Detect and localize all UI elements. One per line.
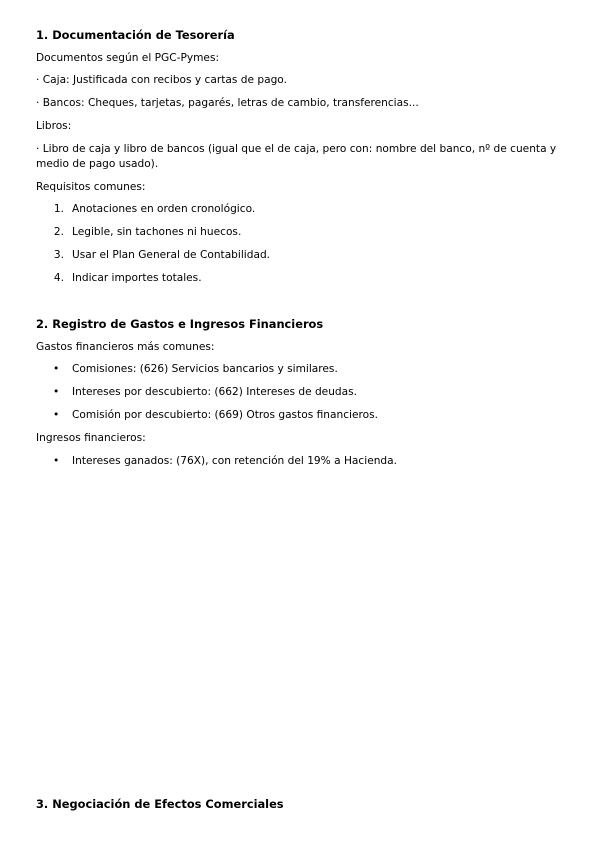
libros-label: Libros: (36, 120, 72, 132)
requisitos-label: Requisitos comunes: (36, 181, 146, 193)
ingresos-label: Ingresos financieros: (36, 432, 146, 444)
list-item-text: Anotaciones en orden cronológico. (72, 203, 256, 215)
list-item-text: Comisión por descubierto: (669) Otros gastos financieros. (72, 409, 378, 421)
list-item-text: Indicar importes totales. (72, 272, 202, 284)
bullet-marker: • (53, 386, 60, 398)
list-item-text: Comisiones: (626) Servicios bancarios y similares. (72, 363, 338, 375)
doc-caja-line: · Caja: Justificada con recibos y cartas de pago. (36, 74, 287, 86)
section-3-heading: 3. Negociación de Efectos Comerciales (36, 797, 284, 811)
list-item-text: Legible, sin tachones ni huecos. (72, 226, 242, 238)
section-1-heading: 1. Documentación de Tesorería (36, 28, 235, 42)
bullet-marker: • (53, 409, 60, 421)
section-1-intro: Documentos según el PGC-Pymes: (36, 52, 220, 64)
list-number: 1. (53, 203, 64, 215)
list-item-text: Intereses por descubierto: (662) Intereses de deudas. (72, 386, 358, 398)
list-number: 2. (53, 226, 64, 238)
list-number: 4. (53, 272, 64, 284)
section-2-heading: 2. Registro de Gastos e Ingresos Financieros (36, 317, 324, 331)
libros-text: · Libro de caja y libro de bancos (igual que el de caja, pero con: nombre del banco, nº de cuenta y medio de pago usado). (36, 143, 557, 170)
list-item-text: Usar el Plan General de Contabilidad. (72, 249, 271, 261)
list-item-text: Intereses ganados: (76X), con retención del 19% a Hacienda. (72, 455, 398, 467)
bullet-marker: • (53, 455, 60, 467)
list-number: 3. (53, 249, 64, 261)
gastos-label: Gastos financieros más comunes: (36, 341, 215, 353)
doc-bancos-line: · Bancos: Cheques, tarjetas, pagarés, letras de cambio, transferencias... (36, 97, 419, 109)
bullet-marker: • (53, 363, 60, 375)
